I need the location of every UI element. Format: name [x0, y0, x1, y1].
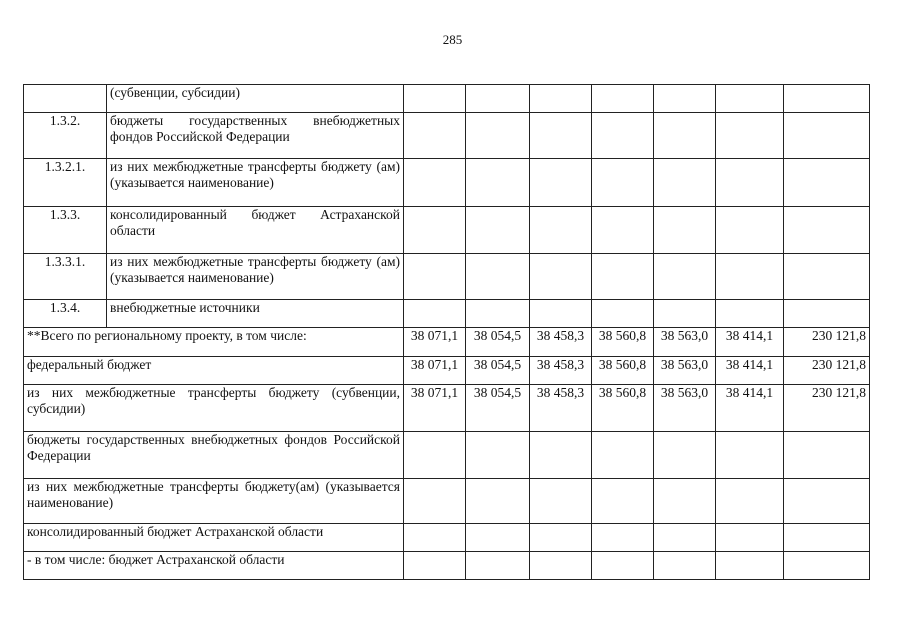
row-description: из них межбюджетные трансферты бюджету (ам) (указывается наименование) — [107, 159, 404, 207]
value-cell — [654, 159, 716, 207]
value-cell — [404, 207, 466, 254]
value-cell — [716, 207, 784, 254]
value-cell — [654, 113, 716, 159]
page-number: 285 — [442, 32, 463, 47]
value-cell — [404, 524, 466, 552]
value-cell — [654, 254, 716, 300]
value-cell — [654, 552, 716, 580]
value-cell — [404, 85, 466, 113]
budget-table — [23, 84, 870, 580]
summary-label: федеральный бюджет — [24, 357, 404, 385]
value-cell: 38 054,5 — [466, 385, 530, 432]
value-cell — [716, 159, 784, 207]
value-cell — [530, 113, 592, 159]
row-description: бюджеты государственных внебюджетных фондов Российской Федерации — [107, 113, 404, 159]
table-row — [24, 113, 870, 159]
value-cell — [592, 159, 654, 207]
table-row — [24, 300, 870, 328]
row-description: консолидированный бюджет Астраханской области — [107, 207, 404, 254]
value-cell — [466, 254, 530, 300]
value-cell — [654, 207, 716, 254]
value-cell-total — [784, 207, 870, 254]
value-cell — [466, 552, 530, 580]
value-cell: 38 054,5 — [466, 328, 530, 357]
row-description: из них межбюджетные трансферты бюджету (ам) (указывается наименование) — [107, 254, 404, 300]
table-row — [24, 85, 870, 113]
value-cell — [716, 300, 784, 328]
value-cell — [592, 207, 654, 254]
value-cell-total: 230 121,8 — [784, 385, 870, 432]
value-cell-total — [784, 524, 870, 552]
value-cell — [654, 85, 716, 113]
table-row — [24, 254, 870, 300]
table-row — [24, 207, 870, 254]
value-cell — [404, 254, 466, 300]
value-cell-total — [784, 113, 870, 159]
value-cell — [466, 432, 530, 479]
value-cell: 38 560,8 — [592, 385, 654, 432]
value-cell-total — [784, 85, 870, 113]
value-cell — [530, 524, 592, 552]
row-code: 1.3.3. — [24, 207, 107, 254]
summary-label: из них межбюджетные трансферты бюджету (субвенции, субсидии) — [24, 385, 404, 432]
summary-row — [24, 385, 870, 432]
value-cell — [592, 524, 654, 552]
value-cell — [466, 524, 530, 552]
value-cell — [466, 85, 530, 113]
value-cell: 38 563,0 — [654, 385, 716, 432]
value-cell — [592, 300, 654, 328]
summary-row — [24, 524, 870, 552]
table-row — [24, 159, 870, 207]
value-cell — [530, 85, 592, 113]
value-cell — [530, 300, 592, 328]
value-cell — [592, 552, 654, 580]
value-cell — [716, 113, 784, 159]
value-cell — [654, 432, 716, 479]
value-cell — [530, 254, 592, 300]
summary-label: - в том числе: бюджет Астраханской области — [24, 552, 404, 580]
row-code: 1.3.2. — [24, 113, 107, 159]
value-cell: 38 071,1 — [404, 328, 466, 357]
value-cell: 38 414,1 — [716, 328, 784, 357]
value-cell — [716, 254, 784, 300]
value-cell: 38 414,1 — [716, 385, 784, 432]
value-cell — [466, 300, 530, 328]
value-cell — [592, 432, 654, 479]
value-cell — [716, 479, 784, 524]
value-cell — [530, 159, 592, 207]
value-cell-total — [784, 432, 870, 479]
value-cell — [466, 159, 530, 207]
row-code — [24, 85, 107, 113]
value-cell: 38 054,5 — [466, 357, 530, 385]
summary-label: из них межбюджетные трансферты бюджету(ам) (указывается наименование) — [24, 479, 404, 524]
value-cell — [592, 254, 654, 300]
row-code: 1.3.2.1. — [24, 159, 107, 207]
value-cell — [466, 207, 530, 254]
value-cell — [530, 432, 592, 479]
summary-row — [24, 552, 870, 580]
value-cell — [404, 552, 466, 580]
row-description: внебюджетные источники — [107, 300, 404, 328]
value-cell-total: 230 121,8 — [784, 357, 870, 385]
value-cell-total — [784, 254, 870, 300]
value-cell: 38 414,1 — [716, 357, 784, 385]
value-cell-total — [784, 552, 870, 580]
summary-row — [24, 432, 870, 479]
value-cell — [466, 479, 530, 524]
value-cell — [592, 479, 654, 524]
value-cell — [716, 432, 784, 479]
value-cell-total — [784, 159, 870, 207]
value-cell: 38 458,3 — [530, 385, 592, 432]
value-cell-total — [784, 479, 870, 524]
value-cell: 38 560,8 — [592, 328, 654, 357]
row-code: 1.3.4. — [24, 300, 107, 328]
value-cell: 38 071,1 — [404, 385, 466, 432]
value-cell-total — [784, 300, 870, 328]
value-cell — [466, 113, 530, 159]
row-code: 1.3.3.1. — [24, 254, 107, 300]
value-cell — [404, 300, 466, 328]
value-cell — [716, 552, 784, 580]
value-cell — [530, 552, 592, 580]
value-cell — [592, 85, 654, 113]
value-cell: 38 071,1 — [404, 357, 466, 385]
summary-row — [24, 357, 870, 385]
summary-label: **Всего по региональному проекту, в том числе: — [24, 328, 404, 357]
value-cell: 38 458,3 — [530, 328, 592, 357]
value-cell — [592, 113, 654, 159]
summary-label: бюджеты государственных внебюджетных фондов Российской Федерации — [24, 432, 404, 479]
value-cell: 38 560,8 — [592, 357, 654, 385]
value-cell: 38 563,0 — [654, 328, 716, 357]
summary-label: консолидированный бюджет Астраханской области — [24, 524, 404, 552]
value-cell — [530, 479, 592, 524]
value-cell — [654, 300, 716, 328]
summary-row — [24, 328, 870, 357]
value-cell — [404, 479, 466, 524]
value-cell — [404, 159, 466, 207]
value-cell — [716, 524, 784, 552]
value-cell: 38 458,3 — [530, 357, 592, 385]
value-cell — [404, 432, 466, 479]
value-cell — [404, 113, 466, 159]
value-cell: 38 563,0 — [654, 357, 716, 385]
value-cell — [716, 85, 784, 113]
row-description: (субвенции, субсидии) — [107, 85, 404, 113]
value-cell — [530, 207, 592, 254]
summary-row — [24, 479, 870, 524]
value-cell — [654, 479, 716, 524]
value-cell — [654, 524, 716, 552]
value-cell-total: 230 121,8 — [784, 328, 870, 357]
